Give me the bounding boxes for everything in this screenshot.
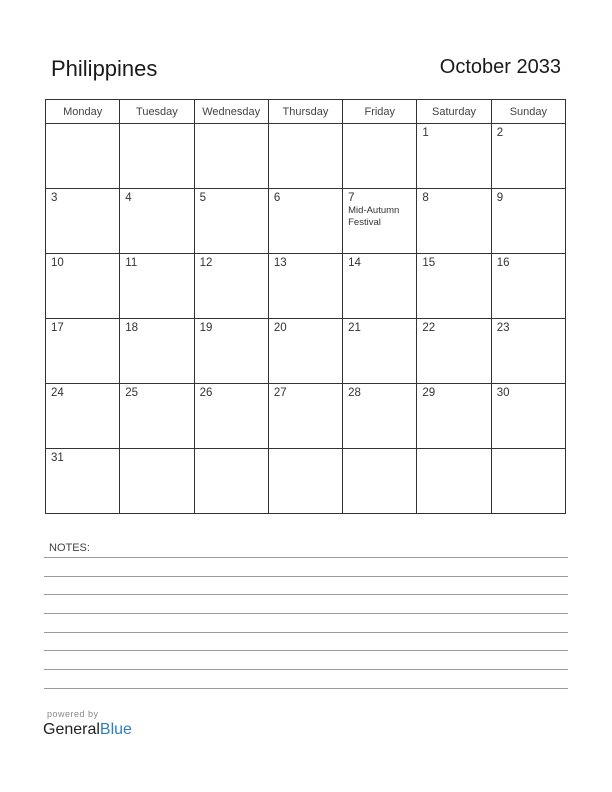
- empty-day-cell: [120, 124, 194, 189]
- day-cell: [491, 189, 565, 254]
- weekday-tuesday: Tuesday: [120, 100, 194, 124]
- powered-by-text: powered by: [47, 709, 99, 719]
- day-number: 4: [125, 192, 132, 204]
- day-number: 5: [199, 192, 206, 204]
- day-number: 15: [422, 257, 436, 269]
- day-number: 22: [422, 322, 436, 334]
- day-cell: [343, 384, 417, 449]
- day-cell: [46, 189, 120, 254]
- day-number: 3: [51, 192, 58, 204]
- calendar-week-row: [46, 384, 566, 449]
- day-cell: [194, 189, 268, 254]
- day-cell: [343, 189, 417, 254]
- day-number: 24: [51, 387, 64, 399]
- day-cell: [120, 319, 194, 384]
- day-cell: [343, 319, 417, 384]
- empty-day-cell: [417, 449, 491, 514]
- day-number: 2: [496, 127, 504, 139]
- day-cell: [46, 254, 120, 319]
- day-number: 7: [348, 192, 355, 204]
- day-cell: [46, 384, 120, 449]
- day-cell: [194, 384, 268, 449]
- calendar-month-title: October 2033: [439, 56, 561, 78]
- day-number: 11: [125, 257, 138, 269]
- brand-general: General: [43, 721, 100, 738]
- day-cell: [120, 254, 194, 319]
- day-number: 6: [273, 192, 281, 204]
- note-line: [44, 650, 568, 651]
- day-number: 23: [496, 322, 510, 334]
- note-line: [44, 613, 568, 614]
- note-line: [44, 557, 568, 558]
- day-cell: [417, 124, 491, 189]
- notes-label: NOTES:: [49, 542, 90, 554]
- day-cell: [491, 319, 565, 384]
- day-cell: [343, 254, 417, 319]
- day-cell: [120, 384, 194, 449]
- weekday-friday: Friday: [343, 100, 417, 124]
- empty-day-cell: [268, 124, 342, 189]
- weekday-wednesday: Wednesday: [194, 100, 268, 124]
- calendar-week-row: [46, 189, 566, 254]
- day-number: 1: [422, 127, 429, 139]
- day-number: 10: [51, 257, 64, 269]
- day-number: 31: [51, 452, 64, 464]
- day-number: 28: [348, 387, 361, 399]
- day-number: 29: [422, 387, 436, 399]
- brand-logo[interactable]: [43, 721, 132, 739]
- day-number: 18: [125, 322, 139, 334]
- empty-day-cell: [194, 124, 268, 189]
- empty-day-cell: [46, 124, 120, 189]
- note-line: [44, 594, 568, 595]
- calendar-country-title: Philippines: [51, 56, 158, 81]
- day-number: 16: [496, 257, 510, 269]
- day-number: 8: [422, 192, 429, 204]
- day-cell: [268, 254, 342, 319]
- day-cell: [417, 254, 491, 319]
- empty-day-cell: [491, 449, 565, 514]
- empty-day-cell: [268, 449, 342, 514]
- day-cell: [46, 449, 120, 514]
- day-cell: [268, 384, 342, 449]
- day-cell: [491, 384, 565, 449]
- day-number: 12: [199, 257, 213, 269]
- note-line: [44, 669, 568, 670]
- day-cell: [120, 189, 194, 254]
- day-cell: [491, 124, 565, 189]
- weekday-sunday: Sunday: [491, 100, 565, 124]
- day-number: 25: [125, 387, 139, 399]
- day-cell: [268, 189, 342, 254]
- weekday-thursday: Thursday: [268, 100, 342, 124]
- empty-day-cell: [194, 449, 268, 514]
- day-cell: [417, 189, 491, 254]
- weekday-monday: Monday: [46, 100, 120, 124]
- day-number: 17: [51, 322, 64, 334]
- calendar-week-row: [46, 124, 566, 189]
- day-cell: [194, 254, 268, 319]
- day-cell: [417, 384, 491, 449]
- brand-blue: Blue: [99, 721, 132, 738]
- day-cell: [46, 319, 120, 384]
- day-number: 20: [273, 322, 287, 334]
- day-number: 26: [199, 387, 213, 399]
- day-cell: [491, 254, 565, 319]
- calendar-week-row: [46, 449, 566, 514]
- calendar-grid: [45, 99, 566, 514]
- empty-day-cell: [120, 449, 194, 514]
- day-number: 27: [273, 387, 287, 399]
- note-line: [44, 576, 568, 577]
- holiday-label: Mid-Autumn Festival: [348, 205, 400, 228]
- day-number: 9: [496, 192, 504, 204]
- empty-day-cell: [343, 124, 417, 189]
- calendar-body: [46, 124, 566, 514]
- weekday-header-row: [46, 100, 566, 124]
- day-number: 13: [273, 257, 287, 269]
- day-cell: [417, 319, 491, 384]
- day-number: 14: [348, 257, 361, 269]
- day-number: 19: [199, 322, 213, 334]
- day-number: 21: [348, 322, 361, 334]
- day-cell: [194, 319, 268, 384]
- day-cell: [268, 319, 342, 384]
- note-line: [44, 632, 568, 633]
- weekday-saturday: Saturday: [417, 100, 491, 124]
- calendar-week-row: [46, 319, 566, 384]
- empty-day-cell: [343, 449, 417, 514]
- day-number: 30: [496, 387, 510, 399]
- calendar-week-row: [46, 254, 566, 319]
- note-line: [44, 688, 568, 689]
